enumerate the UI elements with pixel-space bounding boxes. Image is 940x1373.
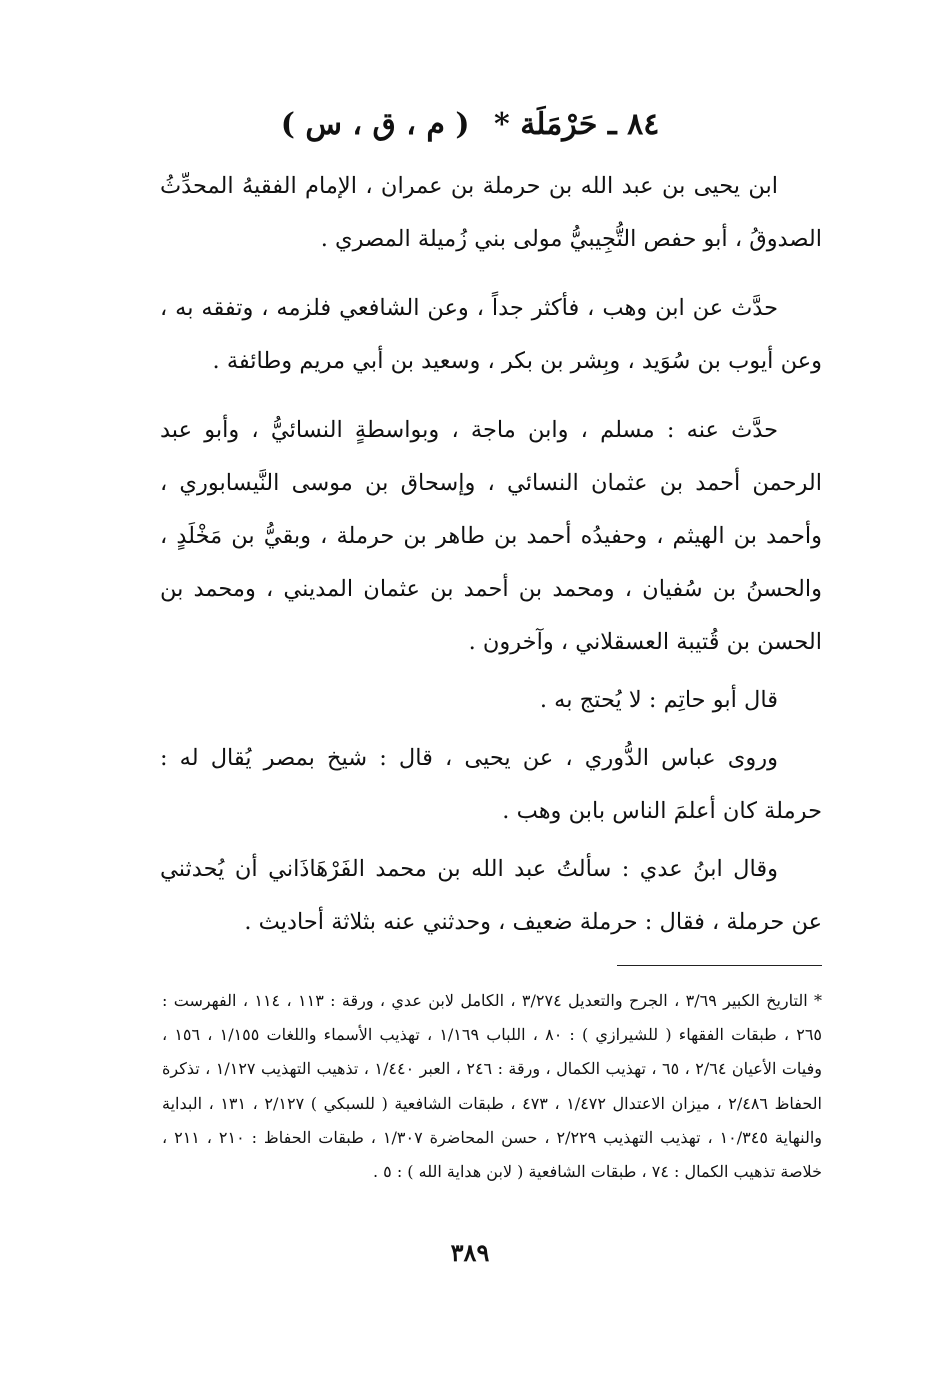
paragraph-abu-hatim: قال أبو حاتِم : لا يُحتج به . (539, 687, 778, 713)
paragraph-duri: وروى عباس الدُّوري ، عن يحيى ، قال : شيخ بمصر يُقال له : حرملة كان أعلمَ الناس بابن وهب . (160, 745, 822, 824)
footnote-sources: * التاريخ الكبير ٣/٦٩ ، الجرح والتعديل ٣/٢٧٤ ، الكامل لابن عدي ، ورقة : ١١٣ ، ١١٤ ، الفهرست : ٢٦٥ ، طبقات الفقهاء ( للشيرازي ) : ٨٠ ، اللباب ١/١٦٩ ، تهذيب الأسماء واللغات ١/١٥٥ ، ١٥٦ ، وفيات الأعيان ٢/٦٤ ، ٦٥ ، تهذيب الكمال ، ورقة : ٢٤٦ ، العبر ١/٤٤٠ ، تذهيب التهذيب ١/١٢٧ ، تذكرة الحفاظ ٢/٤٨٦ ، ميزان الاعتدال ١/٤٧٢ ، ٤٧٣ ، طبقات الشافعية ( للسبكي ) ٢/١٢٧ ، ١٣١ ، البداية والنهاية ١٠/٣٤٥ ، تهذيب التهذيب ٢/٢٢٩ ، حسن المحاضرة ١/٣٠٧ ، طبقات الحفاظ : ٢١٠ ، ٢١١ ، خلاصة تذهيب الكمال : ٧٤ ، طبقات الشافعية ( لابن هداية الله ) : ٥ . (162, 991, 823, 1182)
paragraph-lineage: ابن يحيى بن عبد الله بن حرملة بن عمران ، الإمام الفقيهُ المحدِّثُ الصدوقُ ، أبو حفص التُّجِيبيُّ مولى بني زُميلة المصري . (160, 173, 822, 252)
entry-number: ٨٤ ـ (607, 107, 660, 142)
footnote-divider (617, 965, 822, 966)
entry-body (160, 160, 822, 949)
paragraph-teachers: حدَّث عن ابن وهب ، فأكثر جداً ، وعن الشافعي فلزمه ، وتفقه به ، وعن أيوب بن سُوَيد ، وبِشر بن بكر ، وسعيد بن أبي مريم وطائفة . (160, 295, 822, 374)
footnote-marker: * (494, 107, 510, 142)
paragraph-students: حدَّث عنه : مسلم ، وابن ماجة ، وبواسطةٍ النسائيُّ ، وأبو عبد الرحمن أحمد بن عثمان النسائي ، وإسحاق بن موسى النَّيسابوري ، وأحمد بن الهيثم ، وحفيدُه أحمد بن طاهر بن حرملة ، وبقيُّ بن مَخْلَدٍ ، والحسنُ بن سُفيان ، ومحمد بن أحمد بن عثمان المديني ، ومحمد بن الحسن بن قُتيبة العسقلاني ، وآخرون . (160, 417, 822, 655)
page-number: ٣٨٩ (450, 1238, 490, 1267)
entry-sigla: ( م ، ق ، س ) (280, 107, 470, 142)
entry-name: حَرْمَلَة (520, 107, 598, 142)
paragraph-ibn-adi: وقال ابنُ عدي : سألتُ عبد الله بن محمد الفَرْهَاذَاني أن يُحدثني عن حرملة ، فقال : حرملة ضعيف ، وحدثني عنه بثلاثة أحاديث . (160, 856, 822, 935)
entry-heading (160, 100, 780, 150)
